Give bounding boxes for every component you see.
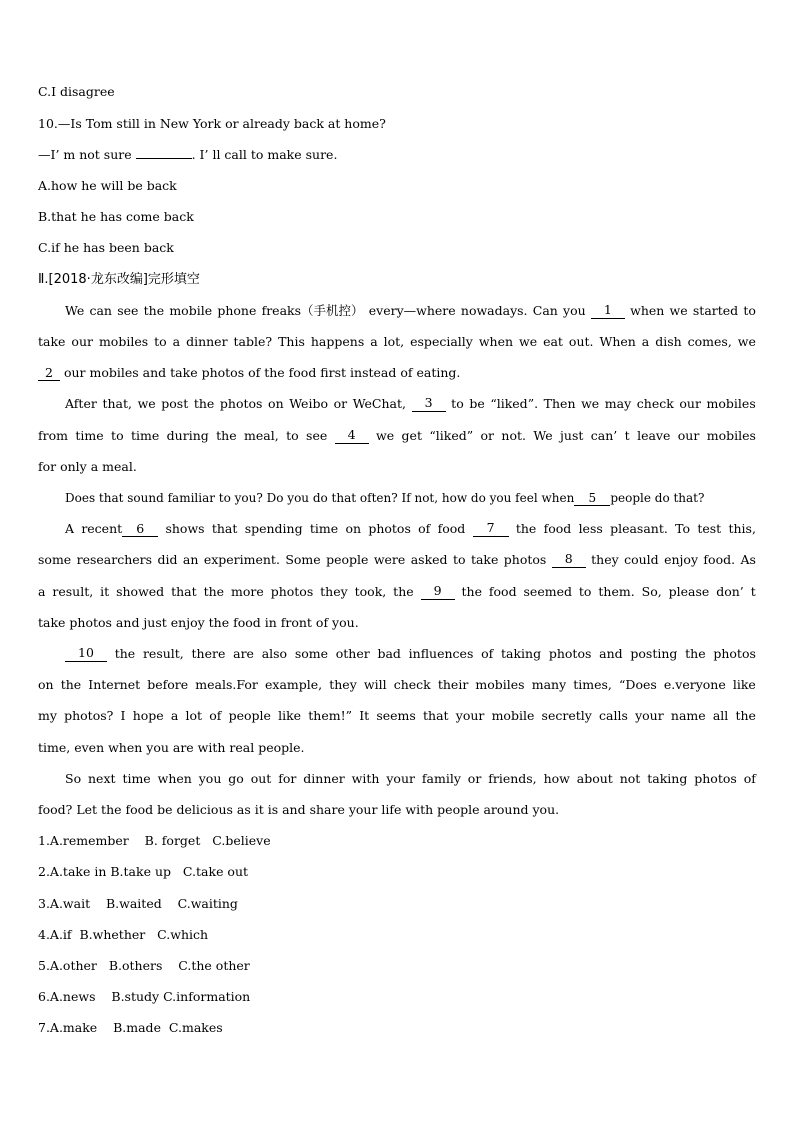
word: an: [182, 552, 199, 567]
passage-line: [65, 396, 756, 412]
passage-text: our mobiles and take photos of the food first instead of eating.: [63, 365, 461, 380]
word: started: [692, 303, 739, 318]
word: photos?: [64, 708, 114, 723]
word: or: [480, 428, 495, 443]
word: photos: [219, 396, 263, 411]
word: especially: [410, 334, 473, 349]
word: may: [604, 396, 632, 411]
word: out: [250, 771, 272, 786]
word: photos: [270, 584, 314, 599]
word: photos: [713, 646, 756, 661]
word: post: [161, 396, 189, 411]
q10-question: 10.—Is Tom still in New York or already back at home?: [38, 116, 386, 131]
word: meals.For: [195, 677, 258, 692]
word: we: [519, 334, 538, 349]
word: we: [376, 428, 395, 443]
blank-4: 4: [335, 428, 369, 444]
word: during: [166, 428, 209, 443]
word: times,: [573, 677, 612, 692]
word: see: [117, 303, 139, 318]
word: like: [732, 677, 756, 692]
word: the: [685, 646, 706, 661]
word: So,: [641, 584, 662, 599]
word: the: [60, 677, 82, 692]
word: time: [131, 428, 160, 443]
word: So: [65, 771, 82, 786]
word: To: [675, 521, 691, 536]
word: all: [712, 708, 729, 723]
passage-line: [38, 334, 756, 350]
word: check: [393, 677, 431, 692]
word: result,: [142, 646, 184, 661]
word: the: [515, 521, 537, 536]
word: the: [735, 708, 756, 723]
word: on: [268, 396, 284, 411]
passage-line: [38, 552, 756, 568]
word: name: [670, 708, 706, 723]
word: enjoy: [664, 552, 699, 567]
word: we: [737, 334, 756, 349]
word: our: [677, 428, 700, 443]
word: don’: [716, 584, 744, 599]
word: dish: [655, 334, 682, 349]
word: take: [38, 334, 66, 349]
word: that: [211, 521, 238, 536]
word: t: [750, 584, 756, 599]
passage-line: [38, 584, 756, 600]
passage-line: [38, 677, 756, 693]
word: mobiles: [706, 396, 756, 411]
blank-1: 1: [591, 303, 625, 319]
word: hope: [132, 708, 164, 723]
word: food.: [703, 552, 736, 567]
word: can: [89, 303, 112, 318]
option-row-1: 1.A.remember B. forget C.believe: [38, 833, 271, 848]
word: photos: [548, 646, 592, 661]
word: spending: [244, 521, 303, 536]
word: photos: [503, 552, 547, 567]
word: freaks（手机控）: [261, 303, 364, 318]
word: food: [488, 584, 517, 599]
word: are: [233, 646, 254, 661]
word: posting: [630, 646, 678, 661]
option-row-5: 5.A.other B.others C.the other: [38, 958, 250, 973]
word: It: [359, 708, 370, 723]
passage-line: [38, 365, 460, 381]
word: people: [326, 552, 369, 567]
blank-10: 10: [65, 646, 107, 662]
word: dinner: [186, 334, 228, 349]
word: we: [581, 396, 600, 411]
word: of: [209, 708, 222, 723]
word: their: [437, 677, 469, 692]
word: to: [578, 584, 592, 599]
word: mobiles: [706, 428, 756, 443]
word: Weibo: [289, 396, 328, 411]
word: a: [172, 334, 181, 349]
word: just: [560, 428, 584, 443]
word: our: [71, 334, 93, 349]
word: how: [543, 771, 570, 786]
blank-6: 6: [122, 522, 158, 537]
blank-8: 8: [552, 552, 586, 568]
word: the: [114, 646, 136, 661]
word: We: [533, 428, 553, 443]
word: or: [467, 771, 482, 786]
q9-option-c: C.I disagree: [38, 84, 115, 99]
word: food: [437, 521, 466, 536]
word: check: [636, 396, 674, 411]
word: we: [669, 303, 688, 318]
word: they: [329, 677, 357, 692]
word: your: [386, 771, 415, 786]
word: you: [563, 303, 586, 318]
word: took,: [354, 584, 387, 599]
passage-line: [38, 428, 756, 444]
word: a: [641, 334, 650, 349]
passage-line: [65, 303, 756, 319]
word: this,: [728, 521, 756, 536]
word: them.: [598, 584, 635, 599]
word: mobile: [491, 708, 535, 723]
word: photos: [368, 521, 411, 536]
word: A: [65, 521, 75, 536]
word: out.: [568, 334, 594, 349]
word: they: [320, 584, 348, 599]
blank-2: 2: [38, 366, 60, 381]
word: some: [38, 552, 72, 567]
word: the: [461, 584, 482, 599]
word: many: [531, 677, 567, 692]
word: shows: [165, 521, 205, 536]
word: t: [624, 428, 630, 443]
passage-line: [65, 521, 756, 537]
word: family: [421, 771, 461, 786]
word: seems: [376, 708, 416, 723]
passage-text: Does that sound familiar to you? Do you do that often? If not, how do you feel when: [65, 491, 575, 505]
word: also: [261, 646, 288, 661]
word: eat: [543, 334, 563, 349]
word: time: [122, 771, 151, 786]
word: friends,: [488, 771, 537, 786]
word: happens: [310, 334, 365, 349]
word: food: [543, 521, 572, 536]
word: that: [423, 708, 449, 723]
section-title: Ⅱ.[2018·龙东改编]完形填空: [38, 272, 200, 287]
q10-option-c: C.if he has been back: [38, 240, 174, 255]
word: to: [286, 428, 299, 443]
word: dinner: [303, 771, 345, 786]
blank-5: 5: [574, 491, 610, 506]
passage-line: time, even when you are with real people.: [38, 740, 305, 755]
word: to: [451, 396, 464, 411]
word: people: [228, 708, 271, 723]
word: pleasant.: [610, 521, 668, 536]
word: less: [578, 521, 603, 536]
word: not.: [501, 428, 526, 443]
word: seemed: [523, 584, 572, 599]
blank-9: 9: [421, 584, 455, 600]
word: influences: [408, 646, 474, 661]
word: We: [65, 303, 85, 318]
word: take: [470, 552, 499, 567]
word: on: [38, 677, 54, 692]
word: that: [171, 584, 197, 599]
word: the: [393, 584, 414, 599]
word: WeChat,: [352, 396, 406, 411]
word: every—where: [368, 303, 456, 318]
word: there: [191, 646, 226, 661]
word: get: [401, 428, 422, 443]
word: mobiles: [475, 677, 525, 692]
word: can’: [590, 428, 618, 443]
word: the: [203, 584, 225, 599]
word: when: [478, 334, 514, 349]
word: when: [157, 771, 192, 786]
word: the: [143, 303, 165, 318]
word: table?: [233, 334, 273, 349]
passage-text: people do that?: [610, 491, 705, 505]
word: our: [679, 396, 701, 411]
word: for: [278, 771, 297, 786]
blank-7: 7: [473, 521, 509, 537]
passage-line: [38, 708, 756, 724]
word: Some: [285, 552, 321, 567]
q10-answer-pre: —I’ m not sure: [38, 147, 132, 162]
word: my: [38, 708, 57, 723]
word: This: [278, 334, 305, 349]
word: test: [697, 521, 722, 536]
word: Then: [543, 396, 576, 411]
word: of: [481, 646, 494, 661]
word: of: [743, 771, 756, 786]
word: please: [668, 584, 710, 599]
word: from: [38, 428, 68, 443]
word: As: [740, 552, 756, 567]
word: about: [576, 771, 613, 786]
word: did: [157, 552, 178, 567]
word: of: [418, 521, 431, 536]
word: lot: [185, 708, 203, 723]
word: could: [624, 552, 659, 567]
word: lot,: [383, 334, 405, 349]
word: “liked”: [429, 428, 474, 443]
word: When: [599, 334, 636, 349]
word: experiment.: [203, 552, 280, 567]
word: photos: [694, 771, 737, 786]
word: see: [306, 428, 328, 443]
word: calls: [599, 708, 628, 723]
word: more: [231, 584, 264, 599]
q10-answer-line: [38, 147, 337, 163]
word: with: [351, 771, 380, 786]
word: I: [120, 708, 126, 723]
word: researchers: [76, 552, 153, 567]
word: Internet: [88, 677, 141, 692]
word: go: [228, 771, 244, 786]
word: will: [363, 677, 387, 692]
word: they: [591, 552, 619, 567]
word: to: [111, 428, 124, 443]
word: Can: [532, 303, 558, 318]
blank-3: 3: [412, 396, 446, 412]
word: example,: [265, 677, 323, 692]
word: phone: [217, 303, 257, 318]
q10-answer-post: . I’ ll call to make sure.: [191, 147, 338, 162]
passage-line: food? Let the food be delicious as it is and share your life with people around you.: [38, 802, 560, 817]
word: asked: [410, 552, 448, 567]
word: that,: [102, 396, 132, 411]
word: your: [635, 708, 664, 723]
word: not: [619, 771, 641, 786]
passage-line: take photos and just enjoy the food in front of you.: [38, 615, 359, 630]
option-row-6: 6.A.news B.study C.information: [38, 989, 251, 1004]
word: result,: [52, 584, 94, 599]
word: taking: [647, 771, 688, 786]
word: on: [345, 521, 362, 536]
word: next: [88, 771, 116, 786]
word: recent: [81, 521, 123, 536]
word: to: [154, 334, 167, 349]
word: them!”: [308, 708, 352, 723]
word: before: [147, 677, 189, 692]
word: bad: [377, 646, 401, 661]
word: when: [630, 303, 665, 318]
word: time: [75, 428, 104, 443]
word: were: [373, 552, 406, 567]
word: mobiles: [98, 334, 149, 349]
word: like: [278, 708, 302, 723]
word: secretly: [541, 708, 592, 723]
passage-line: [65, 490, 704, 506]
q10-option-a: A.how he will be back: [38, 178, 177, 193]
word: e.veryone: [663, 677, 726, 692]
word: a: [38, 584, 46, 599]
word: comes,: [687, 334, 732, 349]
word: we: [137, 396, 156, 411]
word: taking: [501, 646, 542, 661]
word: After: [65, 396, 97, 411]
option-row-3: 3.A.wait B.waited C.waiting: [38, 896, 238, 911]
word: or: [333, 396, 348, 411]
word: meal,: [244, 428, 279, 443]
word: be: [469, 396, 485, 411]
word: time: [309, 521, 339, 536]
word: the: [193, 396, 215, 411]
word: “liked”.: [490, 396, 539, 411]
word: to: [743, 303, 756, 318]
word: leave: [637, 428, 671, 443]
word: the: [216, 428, 237, 443]
word: it: [100, 584, 110, 599]
word: other: [335, 646, 370, 661]
word: a: [170, 708, 179, 723]
word: showed: [116, 584, 165, 599]
q10-blank: [136, 158, 192, 159]
word: to: [452, 552, 466, 567]
word-with-blank: [81, 521, 158, 537]
word: mobile: [169, 303, 213, 318]
passage-line: [65, 771, 756, 787]
word: a: [370, 334, 378, 349]
word: and: [599, 646, 623, 661]
word: some: [294, 646, 329, 661]
word: your: [455, 708, 485, 723]
passage-line: [65, 646, 756, 662]
option-row-4: 4.A.if B.whether C.which: [38, 927, 209, 942]
passage-line: for only a meal.: [38, 459, 137, 474]
option-row-7: 7.A.make B.made C.makes: [38, 1020, 223, 1035]
q10-option-b: B.that he has come back: [38, 209, 194, 224]
option-row-2: 2.A.take in B.take up C.take out: [38, 864, 249, 879]
word: nowadays.: [460, 303, 528, 318]
word: “Does: [619, 677, 657, 692]
word: you: [198, 771, 222, 786]
